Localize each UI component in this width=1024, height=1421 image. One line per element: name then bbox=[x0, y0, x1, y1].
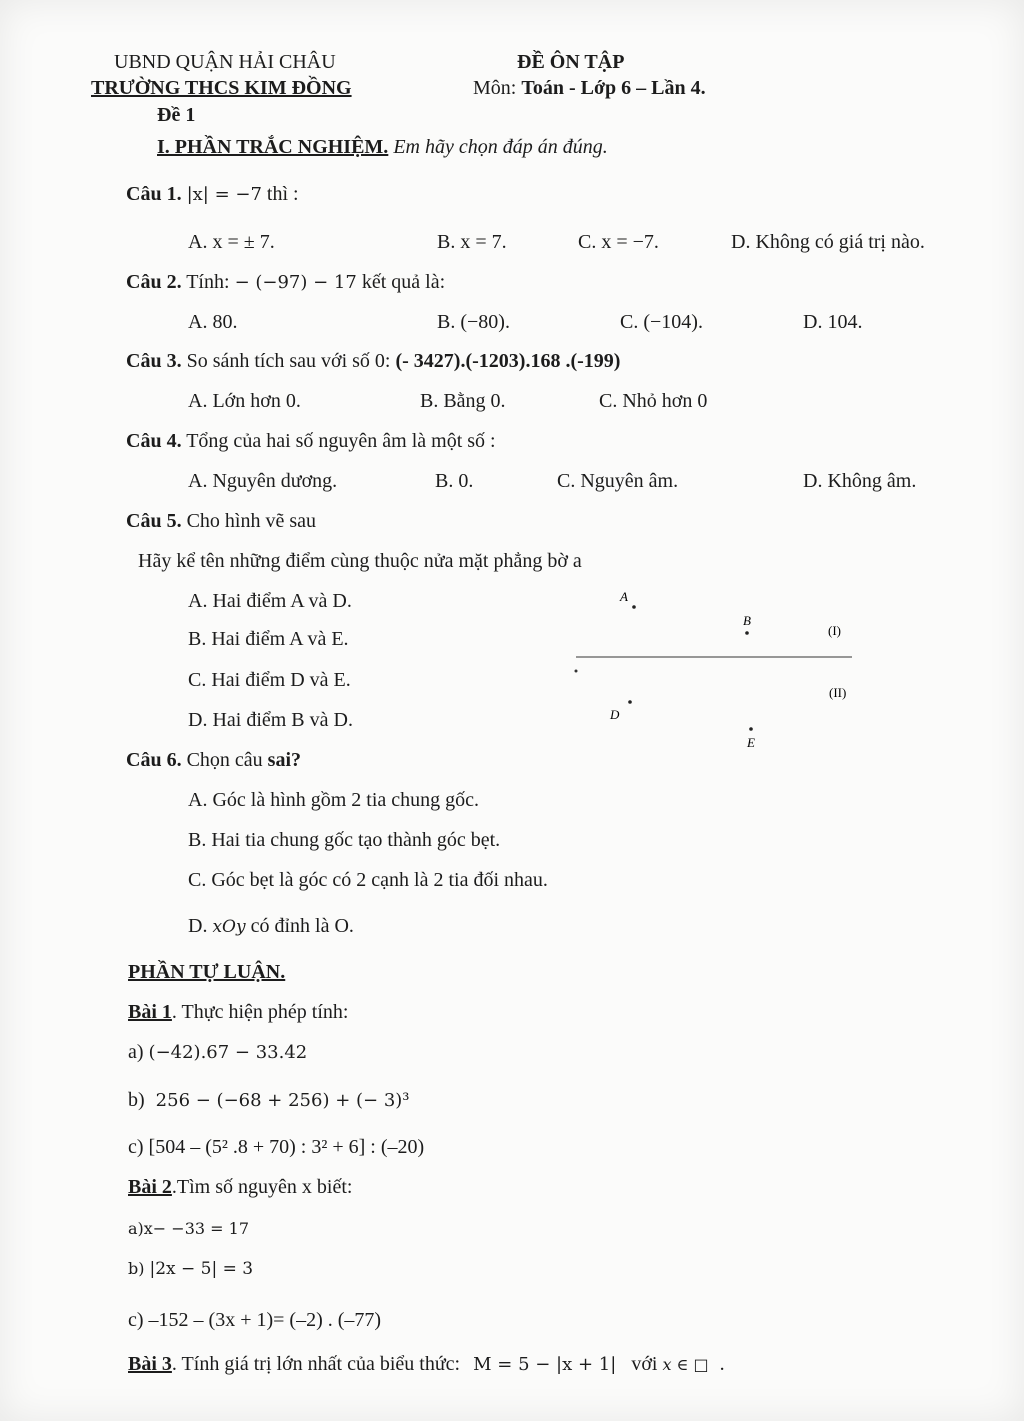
q2-option-d: D. 104. bbox=[803, 311, 863, 333]
point-a-dot bbox=[632, 605, 636, 609]
question-math: − (−97) − 17 bbox=[234, 272, 357, 293]
q6-option-a: A. Góc là hình gồm 2 tia chung gốc. bbox=[188, 789, 480, 811]
q3-option-a: A. Lớn hơn 0. bbox=[188, 390, 301, 412]
bai-text: . Tính giá trị lớn nhất của biểu thức: bbox=[171, 1353, 461, 1375]
q6-option-c: C. Góc bẹt là góc có 2 cạnh là 2 tia đối nhau. bbox=[188, 869, 548, 891]
district-name: UBND QUẬN HẢI CHÂU bbox=[114, 51, 336, 73]
q2-option-c: C. (−104). bbox=[620, 311, 703, 333]
question-label: Câu 1. bbox=[126, 183, 182, 205]
question-bold: sai? bbox=[267, 749, 302, 771]
subject-detail: Toán - Lớp 6 – Lần 4. bbox=[521, 77, 706, 99]
part1-instruction: Em hãy chọn đáp án đúng. bbox=[393, 136, 608, 158]
bai2-item-b bbox=[128, 1256, 253, 1281]
exam-number: Đề 1 bbox=[157, 104, 196, 126]
question-label: Câu 6. bbox=[126, 749, 182, 771]
part1-heading bbox=[157, 135, 608, 159]
question-text: Cho hình vẽ sau bbox=[186, 510, 317, 532]
option-d-math: xOy bbox=[212, 917, 246, 937]
point-b-dot bbox=[745, 631, 749, 635]
question-5-subtext: Hãy kể tên những điểm cùng thuộc nửa mặt phẳng bờ a bbox=[138, 550, 582, 572]
q1-option-c: C. x = −7. bbox=[578, 231, 659, 253]
q6-option-d bbox=[188, 914, 354, 939]
question-5 bbox=[126, 509, 316, 533]
q3-option-c: C. Nhỏ hơn 0 bbox=[599, 390, 708, 412]
point-e-label: E bbox=[747, 735, 755, 750]
bai3-cond: x ∈ □ bbox=[662, 1355, 709, 1374]
bai3-suffix: với bbox=[631, 1353, 658, 1375]
q2-option-a: A. 80. bbox=[188, 311, 238, 333]
q5-option-d: D. Hai điểm B và D. bbox=[188, 709, 353, 731]
bai-label: Bài 1 bbox=[128, 1001, 172, 1023]
question-4 bbox=[126, 429, 496, 453]
question-text: Tổng của hai số nguyên âm là một số : bbox=[186, 430, 496, 452]
q5-option-b: B. Hai điểm A và E. bbox=[188, 628, 349, 650]
region-1-label: (I) bbox=[828, 623, 841, 638]
item-expr: [504 – (5² .8 + 70) : 3² + 6] : (–20) bbox=[148, 1136, 425, 1158]
bai1-item-a bbox=[128, 1040, 307, 1065]
half-plane-figure bbox=[560, 585, 870, 760]
bai-1 bbox=[128, 1000, 348, 1024]
item-expr: 256 − (−68 + 256) + (− 3)³ bbox=[155, 1090, 410, 1111]
bai-3 bbox=[128, 1352, 725, 1377]
question-1 bbox=[126, 182, 299, 207]
point-d-dot bbox=[628, 700, 632, 704]
q1-option-a: A. x = ± 7. bbox=[188, 231, 275, 253]
q1-option-b: B. x = 7. bbox=[437, 231, 507, 253]
q5-option-a: A. Hai điểm A và D. bbox=[188, 590, 352, 612]
item-expr: –152 – (3x + 1)= (–2) . (–77) bbox=[148, 1309, 382, 1331]
bai-2 bbox=[128, 1175, 352, 1199]
bai2-item-a bbox=[128, 1216, 249, 1241]
q5-option-c: C. Hai điểm D và E. bbox=[188, 669, 351, 691]
question-3 bbox=[126, 349, 620, 373]
q4-option-b: B. 0. bbox=[435, 470, 474, 492]
line-a-marker bbox=[575, 670, 578, 673]
question-suffix: thì : bbox=[266, 183, 299, 205]
q3-option-b: B. Bằng 0. bbox=[420, 390, 506, 412]
q4-option-a: A. Nguyên dương. bbox=[188, 470, 338, 492]
q1-option-d: D. Không có giá trị nào. bbox=[731, 231, 925, 253]
item-expr: |2x − 5| = 3 bbox=[149, 1259, 254, 1279]
bai1-item-b bbox=[128, 1088, 410, 1113]
question-label: Câu 3. bbox=[126, 350, 182, 372]
question-text: So sánh tích sau với số 0: bbox=[186, 350, 391, 372]
item-tag: b) bbox=[128, 1259, 145, 1278]
question-suffix: kết quả là: bbox=[361, 271, 446, 293]
question-label: Câu 4. bbox=[126, 430, 182, 452]
bai2-item-c bbox=[128, 1308, 381, 1332]
bai-text: .Tìm số nguyên x biết: bbox=[171, 1176, 353, 1198]
point-e-dot bbox=[749, 727, 753, 731]
item-tag: b) bbox=[128, 1089, 145, 1111]
bai-label: Bài 2 bbox=[128, 1176, 172, 1198]
item-expr: (−42).67 − 33.42 bbox=[148, 1042, 308, 1063]
bai3-expr: M = 5 − |x + 1| bbox=[473, 1354, 617, 1375]
option-d-suffix: có đỉnh là O. bbox=[250, 915, 354, 937]
question-label: Câu 5. bbox=[126, 510, 182, 532]
question-text: Chọn câu bbox=[186, 749, 263, 771]
bai-text: . Thực hiện phép tính: bbox=[171, 1001, 349, 1023]
question-bold: (- 3427).(-1203).168 .(-199) bbox=[395, 350, 621, 372]
exam-title: ĐỀ ÔN TẬP bbox=[517, 51, 625, 73]
item-tag: c) bbox=[128, 1136, 144, 1158]
school-name: TRƯỜNG THCS KIM ĐỒNG bbox=[91, 77, 352, 99]
question-2 bbox=[126, 270, 445, 295]
region-2-label: (II) bbox=[829, 685, 847, 700]
option-d-prefix: D. bbox=[188, 915, 208, 937]
question-prefix: Tính: bbox=[186, 271, 230, 293]
item-tag: a) bbox=[128, 1219, 144, 1238]
point-d-label: D bbox=[610, 707, 620, 722]
q2-option-b: B. (−80). bbox=[437, 311, 510, 333]
question-math: |x| = −7 bbox=[186, 184, 262, 205]
q6-option-b: B. Hai tia chung gốc tạo thành góc bẹt. bbox=[188, 829, 501, 851]
bai1-item-c bbox=[128, 1135, 424, 1159]
bai-label: Bài 3 bbox=[128, 1353, 172, 1375]
bai3-end: . bbox=[719, 1353, 725, 1375]
question-label: Câu 2. bbox=[126, 271, 182, 293]
part1-title: I. PHẦN TRẮC NGHIỆM. bbox=[157, 136, 389, 158]
part2-title: PHẦN TỰ LUẬN. bbox=[128, 961, 286, 983]
question-6 bbox=[126, 748, 301, 772]
subject-line bbox=[473, 76, 706, 100]
item-expr: x− −33 = 17 bbox=[143, 1219, 249, 1238]
subject-prefix: Môn: bbox=[473, 77, 522, 99]
item-tag: a) bbox=[128, 1041, 144, 1063]
point-a-label: A bbox=[620, 589, 628, 604]
q4-option-d: D. Không âm. bbox=[803, 470, 917, 492]
item-tag: c) bbox=[128, 1309, 144, 1331]
point-b-label: B bbox=[743, 613, 751, 628]
q4-option-c: C. Nguyên âm. bbox=[557, 470, 679, 492]
